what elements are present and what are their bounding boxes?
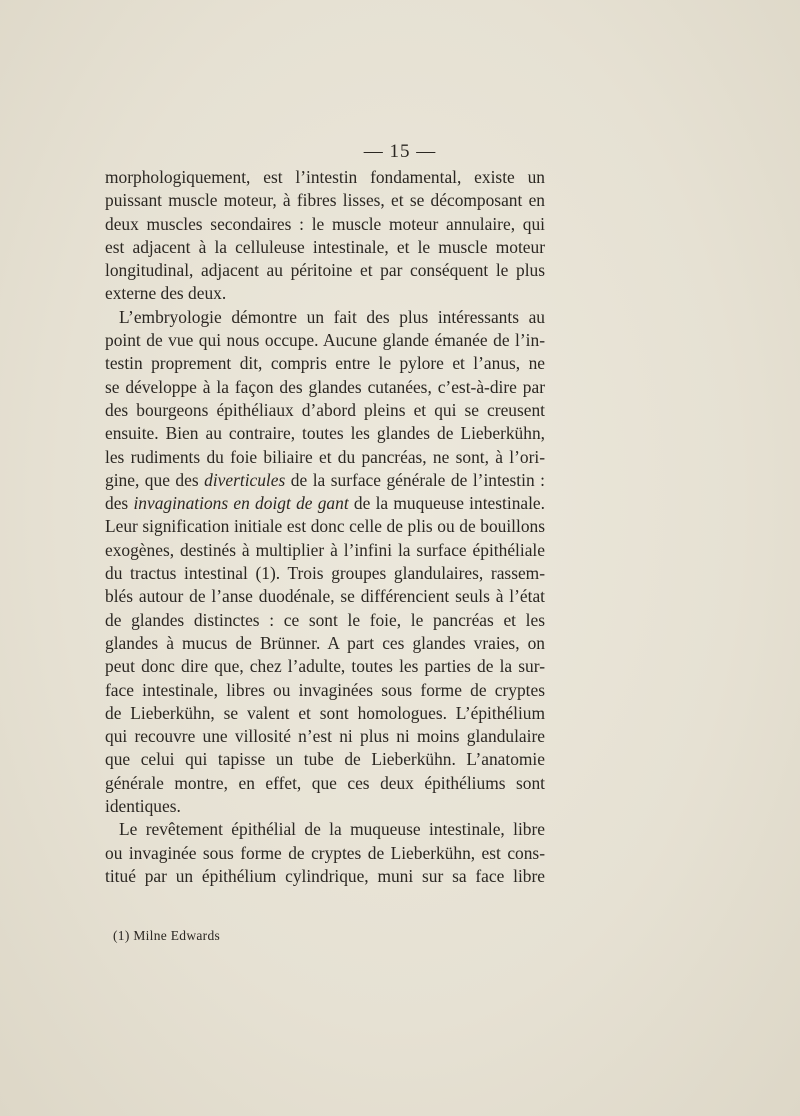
text-line: peut donc dire que, chez l’adulte, toutes les parties de la sur- [105, 656, 545, 677]
text-line: morphologiquement, est l’intestin fondamental, existe un [105, 167, 545, 187]
text-line: ou invaginée sous forme de cryptes de Lieberkühn, est cons- [105, 842, 545, 863]
text-line: qui recouvre une villosité n’est ni plus ni moins glandulaire [105, 726, 545, 747]
text-line: longitudinal, adjacent au péritoine et par conséquent le plus [105, 260, 545, 281]
text-line: deux muscles secondaires : le muscle moteur annulaire, qui [105, 213, 545, 234]
text-line: blés autour de l’anse duodénale, se différencient seuls à l’état [105, 586, 545, 607]
text-line: titué par un épithélium cylindrique, muni sur sa face libre [105, 865, 545, 886]
text-line: identiques. [105, 796, 181, 817]
text-segment: de la surface générale de l’intestin : [285, 469, 545, 490]
text-line: ensuite. Bien au contraire, toutes les glandes de Lieberkühn, [105, 423, 545, 444]
paragraph-start-line: L’embryologie démontre un fait des plus intéressants au [119, 306, 545, 327]
text-line: Leur signification initiale est donc celle de plis ou de bouillons [105, 516, 545, 537]
text-line: que celui qui tapisse un tube de Lieberkühn. L’anatomie [105, 749, 545, 770]
page-number: — 15 — [363, 141, 437, 162]
text-line-with-italic [105, 492, 545, 515]
text-line: des bourgeons épithéliaux d’abord pleins et qui se creusent [105, 399, 545, 420]
body-text [105, 166, 545, 888]
paragraph-start-line: Le revêtement épithélial de la muqueuse intestinale, libre [119, 819, 545, 840]
text-line: les rudiments du foie biliaire et du pancréas, ne sont, à l’ori- [105, 446, 545, 467]
italic-term: invaginations en doigt de gant [133, 493, 349, 514]
text-line: générale montre, en effet, que ces deux épithéliums sont [105, 772, 545, 793]
text-line: externe des deux. [105, 283, 227, 304]
text-segment: gine, que des [105, 469, 205, 490]
text-line: face intestinale, libres ou invaginées sous forme de cryptes [105, 679, 545, 700]
footnote: (1) Milne Edwards [113, 928, 221, 943]
italic-term: diverticules [204, 469, 286, 490]
text-segment: des [105, 493, 134, 514]
text-line: point de vue qui nous occupe. Aucune glande émanée de l’in- [105, 330, 545, 351]
text-line: de glandes distinctes : ce sont le foie, le pancréas et les [105, 609, 545, 630]
text-line: se développe à la façon des glandes cutanées, c’est-à-dire par [105, 376, 545, 397]
text-line: de Lieberkühn, se valent et sont homologues. L’épithélium [105, 702, 545, 723]
text-line: puissant muscle moteur, à fibres lisses, et se décomposant en [105, 190, 545, 211]
text-line: glandes à mucus de Brünner. A part ces glandes vraies, on [105, 632, 545, 653]
text-line-with-italic [105, 469, 545, 492]
text-line: du tractus intestinal (1). Trois groupes glandulaires, rassem- [105, 563, 545, 584]
text-line: testin proprement dit, compris entre le pylore et l’anus, ne [105, 353, 545, 374]
text-line: exogènes, destinés à multiplier à l’infini la surface épithéliale [105, 539, 545, 560]
text-line: est adjacent à la celluleuse intestinale, et le muscle moteur [105, 236, 545, 257]
text-segment: de la muqueuse intestinale. [348, 493, 546, 514]
